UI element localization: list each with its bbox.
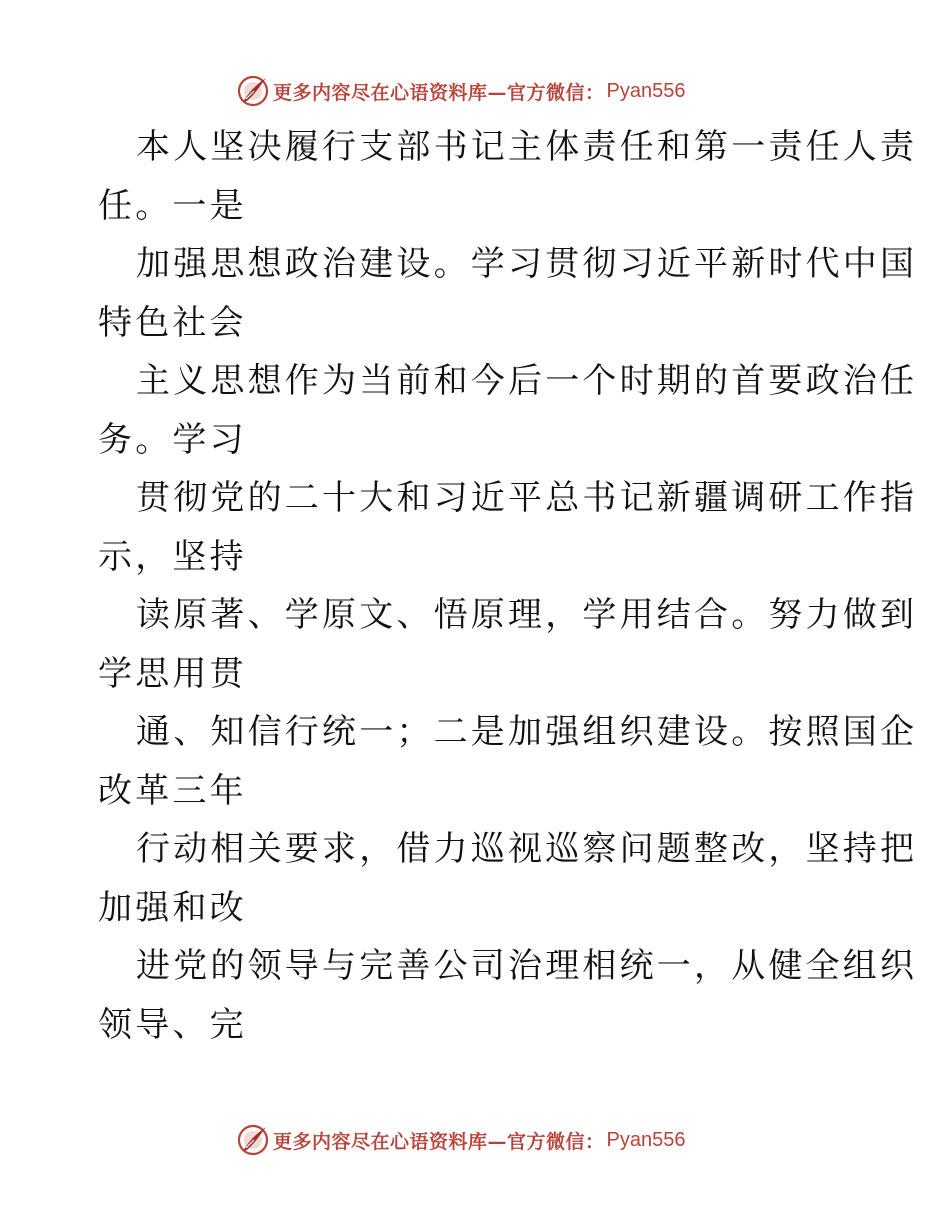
watermark-wechat-id: Pyan556: [606, 79, 686, 102]
text-line: 加强思想政治建设。学习贯彻习近平新时代中国: [136, 244, 918, 284]
text-line: 改革三年: [98, 770, 247, 811]
text-line: 学思用贯: [98, 653, 247, 694]
text-line: 加强和改: [98, 887, 247, 928]
text-line: 贯彻党的二十大和习近平总书记新疆调研工作指: [136, 478, 918, 518]
text-line: 领导、完: [98, 1004, 247, 1045]
footer-watermark: [236, 1123, 685, 1157]
text-line: 务。学习: [98, 419, 247, 460]
text-line: 示，坚持: [98, 536, 247, 577]
text-line: 本人坚决履行支部书记主体责任和第一责任人责: [136, 127, 918, 167]
quill-logo-icon: [236, 74, 270, 108]
text-line: 进党的领导与完善公司治理相统一，从健全组织: [136, 946, 918, 986]
quill-logo-icon: [236, 1123, 270, 1157]
header-watermark: [236, 74, 685, 108]
text-line: 任。一是: [98, 185, 247, 226]
watermark-text: 更多内容尽在心语资料库—官方微信：: [273, 1130, 605, 1153]
text-line: 特色社会: [98, 302, 247, 343]
watermark-wechat-id: Pyan556: [606, 1128, 686, 1151]
text-line: 主义思想作为当前和今后一个时期的首要政治任: [136, 361, 918, 401]
text-line: 读原著、学原文、悟原理，学用结合。努力做到: [136, 595, 918, 635]
text-line: 行动相关要求，借力巡视巡察问题整改，坚持把: [136, 829, 918, 869]
body-paragraph: [98, 118, 918, 1054]
watermark-text: 更多内容尽在心语资料库—官方微信：: [273, 81, 605, 104]
text-line: 通、知信行统一；二是加强组织建设。按照国企: [136, 712, 918, 752]
